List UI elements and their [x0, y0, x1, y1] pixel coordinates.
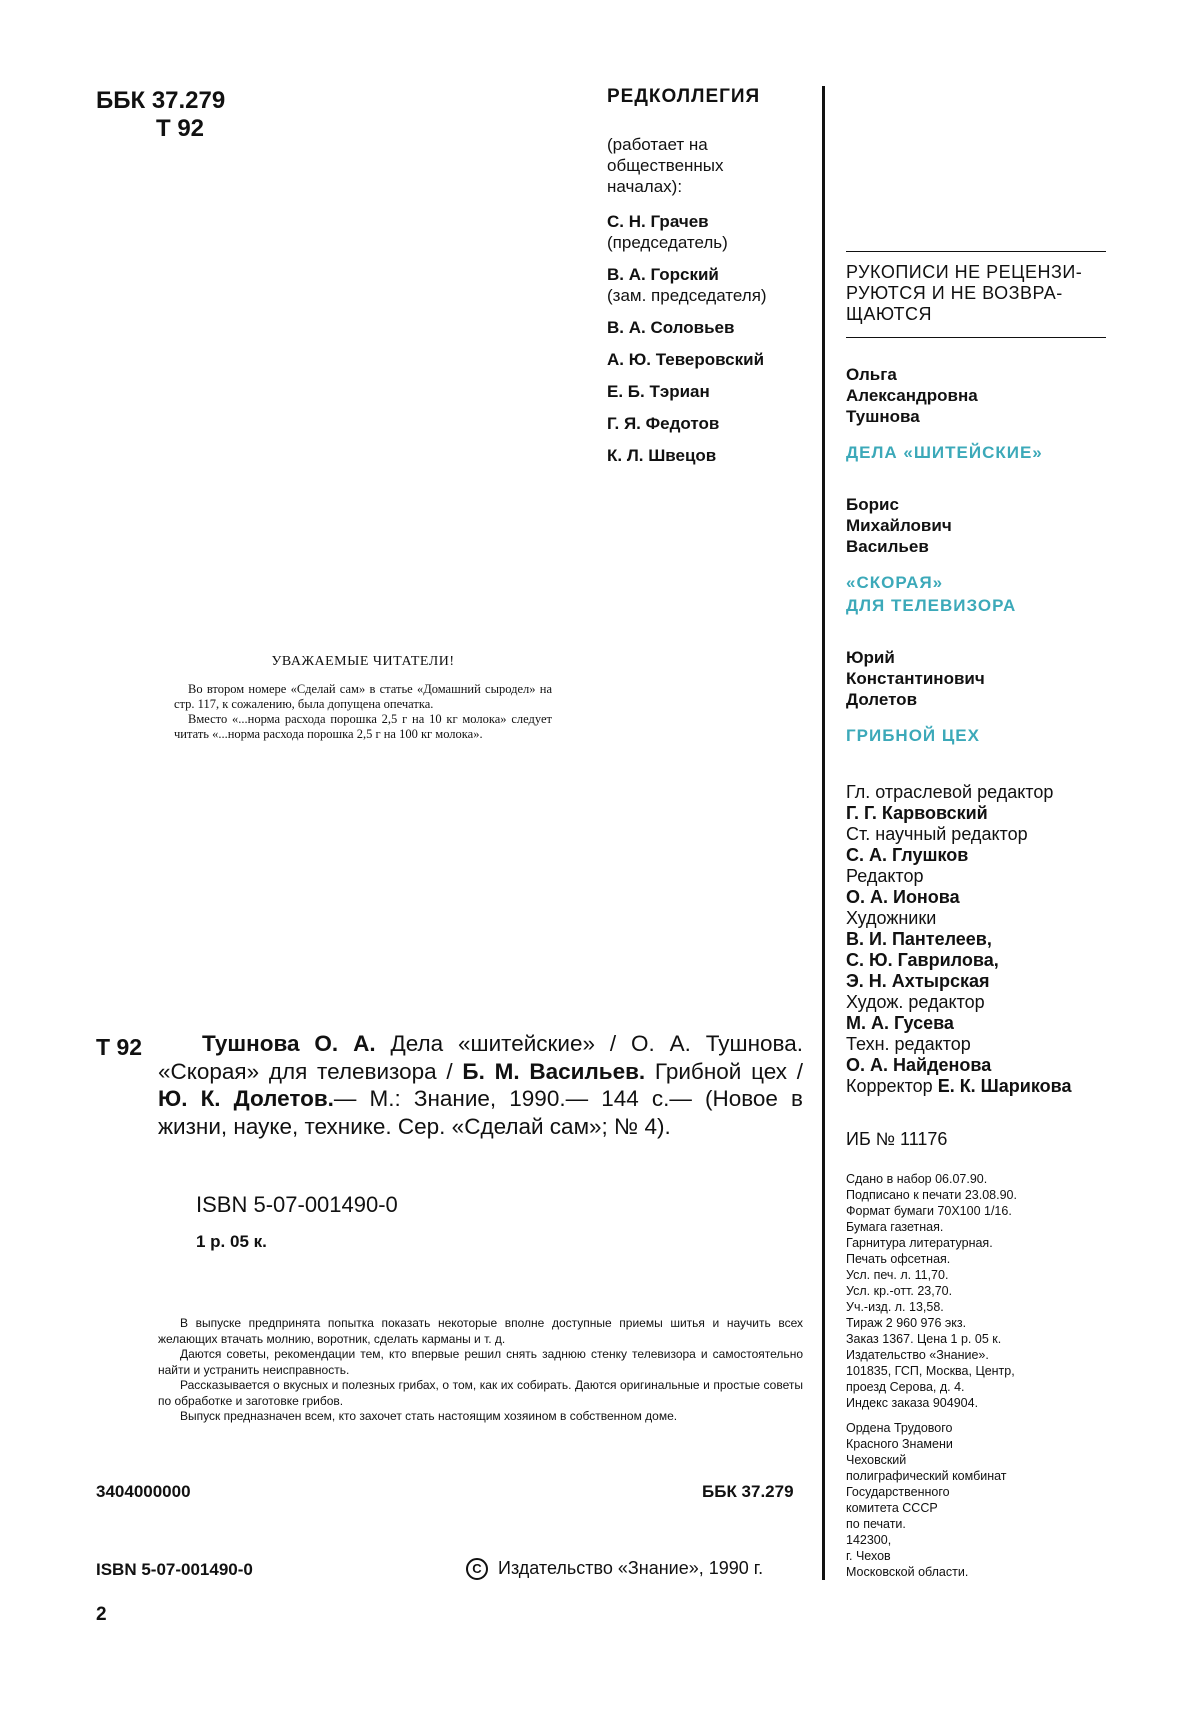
- staff-name-line: М. А. Гусева: [846, 1013, 954, 1033]
- board-member: А. Ю. Теверовский: [607, 350, 765, 369]
- staff-role: Худож. редактор: [846, 992, 985, 1012]
- printer-line: полиграфический комбинат: [846, 1469, 1007, 1483]
- errata-notice: [174, 654, 552, 742]
- copyright: [466, 1558, 763, 1580]
- notice-line: ЩАЮТСЯ: [846, 304, 933, 324]
- staff-role: Корректор: [846, 1076, 933, 1096]
- catalog-author: Тушнова О. А.: [202, 1031, 376, 1056]
- printer-line: Красного Знамени: [846, 1437, 953, 1451]
- catalog-text: Грибной цех /: [645, 1058, 803, 1084]
- printer-line: по печати.: [846, 1517, 906, 1531]
- board-member: В. А. Соловьев: [607, 318, 735, 337]
- staff-name: Е. К. Шарикова: [937, 1076, 1072, 1096]
- staff-name-line: Г. Г. Карвовский: [846, 803, 988, 823]
- errata-title: УВАЖАЕМЫЕ ЧИТАТЕЛИ!: [271, 654, 455, 669]
- bbk-index: ББК 37.279: [96, 87, 226, 114]
- page-number: 2: [96, 1604, 107, 1625]
- catalog-entry: [158, 1030, 803, 1140]
- article-title: [846, 441, 1176, 464]
- print-details: [846, 1171, 1017, 1411]
- editorial-board-note: [607, 134, 817, 197]
- copyright-text: Издательство «Знание», 1990 г.: [498, 1558, 764, 1578]
- staff-role: Техн. редактор: [846, 1034, 971, 1054]
- catalog-price: 1 р. 05 к.: [196, 1232, 267, 1251]
- annotation: [158, 1316, 803, 1425]
- staff-role: Гл. отраслевой редактор: [846, 782, 1054, 802]
- print-detail-line: Усл. кр.-отт. 23,70.: [846, 1284, 953, 1298]
- print-detail-line: Уч.-изд. л. 13,58.: [846, 1300, 944, 1314]
- print-detail-line: Печать офсетная.: [846, 1252, 951, 1266]
- printer-line: Московской области.: [846, 1565, 969, 1579]
- annotation-paragraph: Даются советы, рекомендации тем, кто впервые решил снять заднюю стенку телевизора и самостоятельно найти и устранить неисправность.: [158, 1347, 803, 1377]
- board-member: К. Л. Швецов: [607, 446, 717, 465]
- member-name: В. А. Горский: [607, 265, 719, 284]
- title-line: ДЛЯ ТЕЛЕВИЗОРА: [846, 596, 1017, 615]
- catalog-code: Т 92: [96, 1034, 143, 1060]
- name-line: Константинович: [846, 669, 985, 688]
- staff-name: [846, 1013, 1071, 1034]
- errata-body: [174, 682, 552, 742]
- printer-line: комитета СССР: [846, 1501, 938, 1515]
- author-mark: Т 92: [156, 115, 205, 142]
- printer-line: 142300,: [846, 1533, 892, 1547]
- board-member: Е. Б. Тэриан: [607, 382, 710, 401]
- printer-line: Чеховский: [846, 1453, 907, 1467]
- print-detail-line: Индекс заказа 904904.: [846, 1396, 979, 1410]
- member-name: С. Н. Грачев: [607, 212, 709, 231]
- print-detail-line: проезд Серова, д. 4.: [846, 1380, 965, 1394]
- bbk-code-bottom: ББК 37.279: [702, 1482, 794, 1501]
- print-detail-line: Бумага газетная.: [846, 1220, 944, 1234]
- editorial-board-title: РЕДКОЛЛЕГИЯ: [607, 86, 761, 107]
- print-detail-line: 101835, ГСП, Москва, Центр,: [846, 1364, 1015, 1378]
- catalog-author: Б. М. Васильев.: [462, 1058, 646, 1084]
- errata-paragraph: Во втором номере «Сделай сам» в статье «Домашний сыродел» на стр. 117, к сожалению, была допущена опечатка.: [174, 682, 552, 711]
- bbk-code-top: [96, 87, 225, 143]
- catalog-text: Дела «шитейские» / О. А. Тушнова. «Скорая» для телевизора /: [158, 1031, 803, 1084]
- name-line: Долетов: [846, 690, 918, 709]
- notice-bottom-rule: [846, 337, 1106, 338]
- name-line: Юрий: [846, 648, 895, 667]
- printer-line: г. Чехов: [846, 1549, 891, 1563]
- staff-role: Художники: [846, 908, 937, 928]
- title-line: ДЕЛА «ШИТЕЙСКИЕ»: [846, 443, 1043, 462]
- member-role: (зам. председателя): [607, 286, 767, 305]
- printer-line: Ордена Трудового: [846, 1421, 953, 1435]
- print-detail-line: Подписано к печати 23.08.90.: [846, 1188, 1017, 1202]
- staff-name: [846, 1055, 1071, 1076]
- article-title: [846, 724, 1176, 747]
- note-line: началах):: [607, 177, 683, 196]
- board-member: Г. Я. Федотов: [607, 414, 720, 433]
- print-detail-line: Сдано в набор 06.07.90.: [846, 1172, 988, 1186]
- staff-name-line: О. А. Найденова: [846, 1055, 992, 1075]
- author-name: [846, 364, 1176, 427]
- author-block: [846, 364, 1176, 464]
- staff-name: [846, 887, 1071, 908]
- print-detail-line: Издательство «Знание».: [846, 1348, 989, 1362]
- board-member: [607, 264, 817, 306]
- staff-name: [846, 845, 1071, 866]
- print-detail-line: Гарнитура литературная.: [846, 1236, 993, 1250]
- note-line: общественных: [607, 156, 724, 175]
- annotation-paragraph: Рассказывается о вкусных и полезных грибах, о том, как их собирать. Даются оригинальные и простые советы по обработке и заготовке грибов.: [158, 1378, 803, 1408]
- author-name: [846, 494, 1176, 557]
- name-line: Михайлович: [846, 516, 952, 535]
- manuscripts-notice: [846, 262, 1082, 325]
- staff-name-line: Э. Н. Ахтырская: [846, 971, 990, 991]
- printer-info: [846, 1420, 1007, 1580]
- article-title: [846, 571, 1176, 617]
- errata-paragraph: Вместо «...норма расхода порошка 2,5 г на 10 кг молока» следует читать «...норма расхода порошка 2,5 г на 100 кг молока».: [174, 712, 552, 741]
- name-line: Ольга: [846, 365, 897, 384]
- classification-code: 3404000000: [96, 1482, 191, 1501]
- staff-name: [846, 929, 1071, 992]
- staff-name-line: С. Ю. Гаврилова,: [846, 950, 999, 970]
- staff-name-line: О. А. Ионова: [846, 887, 960, 907]
- editorial-board: [607, 86, 817, 466]
- print-detail-line: Тираж 2 960 976 экз.: [846, 1316, 967, 1330]
- author-block: [846, 647, 1176, 747]
- board-member: [607, 211, 817, 253]
- annotation-paragraph: В выпуске предпринята попытка показать некоторые вполне доступные приемы шитья и научить всех желающих втачать молнию, воротник, сделать карманы и т. д.: [158, 1316, 803, 1346]
- name-line: Тушнова: [846, 407, 920, 426]
- print-detail-line: Усл. печ. л. 11,70.: [846, 1268, 949, 1282]
- name-line: Васильев: [846, 537, 929, 556]
- notice-line: РУЮТСЯ И НЕ ВОЗВРА-: [846, 283, 1063, 303]
- staff-role: Ст. научный редактор: [846, 824, 1028, 844]
- catalog-isbn: ISBN 5-07-001490-0: [196, 1192, 398, 1217]
- name-line: Борис: [846, 495, 899, 514]
- authors-list: [846, 364, 1176, 747]
- print-detail-line: Формат бумаги 70Х100 1/16.: [846, 1204, 1012, 1218]
- catalog-author: Ю. К. Долетов.: [158, 1086, 334, 1111]
- note-line: (работает на: [607, 135, 708, 154]
- author-name: [846, 647, 1176, 710]
- catalog-text: — М.: Знание, 1990.— 144 с.— (Новое в жизни, науке, технике. Сер. «Сделай сам»; № 4).: [158, 1086, 803, 1139]
- notice-top-rule: [846, 251, 1106, 252]
- staff-role: Редактор: [846, 866, 924, 886]
- printer-line: Государственного: [846, 1485, 950, 1499]
- author-block: [846, 494, 1176, 617]
- ib-number: ИБ № 11176: [846, 1129, 948, 1149]
- staff-entry: [846, 1076, 1071, 1097]
- staff-name-line: С. А. Глушков: [846, 845, 969, 865]
- annotation-paragraph: Выпуск предназначен всем, кто захочет стать настоящим хозяином в собственном доме.: [180, 1409, 678, 1423]
- isbn-footer: ISBN 5-07-001490-0: [96, 1560, 253, 1579]
- print-detail-line: Заказ 1367. Цена 1 р. 05 к.: [846, 1332, 1002, 1346]
- vertical-divider: [822, 86, 825, 1580]
- name-line: Александровна: [846, 386, 978, 405]
- staff-credits: [846, 782, 1071, 1097]
- title-line: «СКОРАЯ»: [846, 573, 944, 592]
- notice-line: РУКОПИСИ НЕ РЕЦЕНЗИ-: [846, 262, 1083, 282]
- member-role: (председатель): [607, 233, 728, 252]
- copyright-icon: C: [466, 1558, 488, 1580]
- title-line: ГРИБНОЙ ЦЕХ: [846, 726, 980, 745]
- staff-name: [846, 803, 1071, 824]
- editorial-board-members: [607, 211, 817, 466]
- staff-name-line: В. И. Пантелеев,: [846, 929, 992, 949]
